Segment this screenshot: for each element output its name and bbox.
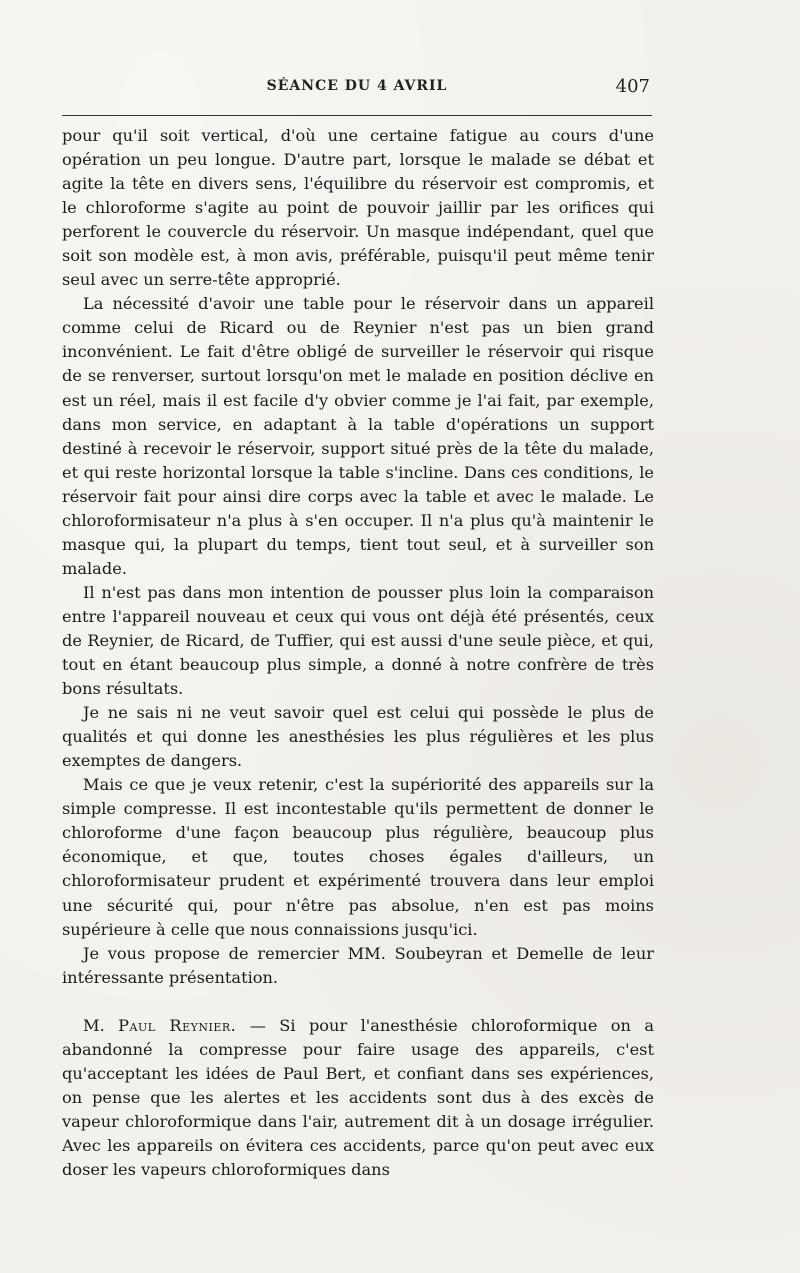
paragraph-4: Je ne sais ni ne veut savoir quel est celui qui possède le plus de qualités et qui donne les anesthésies les plus régulières et les plus exemptes de dangers. bbox=[62, 703, 654, 771]
paragraph-7 bbox=[62, 1014, 654, 1182]
speaker-prefix: M. bbox=[83, 1015, 119, 1035]
speaker-text: — Si pour l'anesthésie chloroformique on a abandonné la compresse pour faire usage des appareils, c'est qu'acceptant les idées de Paul Bert, et confiant dans ses expériences, on pense que les alertes et les accidents sont dus à des excès de vapeur chloroformique dans l'air, autrement dit à un dosage irrégulier. Avec les appareils on évitera ces accidents, parce qu'on peut avec eux doser les vapeurs chloroformiques dans bbox=[62, 1015, 655, 1179]
running-head bbox=[62, 78, 652, 100]
page-number: 407 bbox=[615, 76, 650, 97]
header-rule bbox=[62, 115, 652, 116]
paragraph-2: La nécessité d'avoir une table pour le réservoir dans un appareil comme celui de Ricard ou de Reynier n'est pas un bien grand inconvénient. Le fait d'être obligé de surveiller le réservoir qui risque de se renverser, surtout lorsqu'on met le malade en position déclive en est un réel, mais il est facile d'y obvier comme je l'ai fait, par exemple, dans mon service, en adaptant à la table d'opérations un support destiné à recevoir le réservoir, support situé près de la tête du malade, et qui reste horizontal lorsque la table s'incline. Dans ces conditions, le réservoir fait pour ainsi dire corps avec la table et avec le malade. Le chloroformisateur n'a plus à s'en occuper. Il n'a plus qu'à maintenir le masque qui, la plupart du temps, tient tout seul, et à surveiller son malade. bbox=[62, 294, 654, 578]
running-title: SÉANCE DU 4 AVRIL bbox=[266, 78, 448, 94]
paragraph-6: Je vous propose de remercier MM. Soubeyran et Demelle de leur intéressante présentation. bbox=[62, 943, 654, 987]
paragraph-3: Il n'est pas dans mon intention de pousser plus loin la comparaison entre l'appareil nouveau et ceux qui vous ont déjà été présentés, ceux de Reynier, de Ricard, de Tuffier, qui est aussi d'une seule pièce, et qui, tout en étant beaucoup plus simple, a donné à notre confrère de très bons résultats. bbox=[62, 582, 654, 699]
paragraph-5: Mais ce que je veux retenir, c'est la supériorité des appareils sur la simple compresse. Il est incontestable qu'ils permettent de donner le chloroforme d'une façon beaucoup plus régulière, beaucoup plus économique, et que, toutes choses égales d'ailleurs, un chloroformisateur prudent et expérimenté trouvera dans leur emploi une sécurité qui, pour n'être pas absolue, n'en est pas moins supérieure à celle que nous connaissions jusqu'ici. bbox=[62, 775, 654, 939]
speaker-name: Paul Reynier. bbox=[118, 1015, 237, 1035]
paragraph-1: pour qu'il soit vertical, d'où une certaine fatigue au cours d'une opération un peu longue. D'autre part, lorsque le malade se débat et agite la tête en divers sens, l'équilibre du réservoir est compromis, et le chloroforme s'agite au point de pouvoir jaillir par les orifices qui perforent le couvercle du réservoir. Un masque indépendant, quel que soit son modèle est, à mon avis, préférable, puisqu'il peut même tenir seul avec un serre-tête approprié. bbox=[62, 126, 654, 290]
body-text bbox=[62, 124, 654, 1182]
